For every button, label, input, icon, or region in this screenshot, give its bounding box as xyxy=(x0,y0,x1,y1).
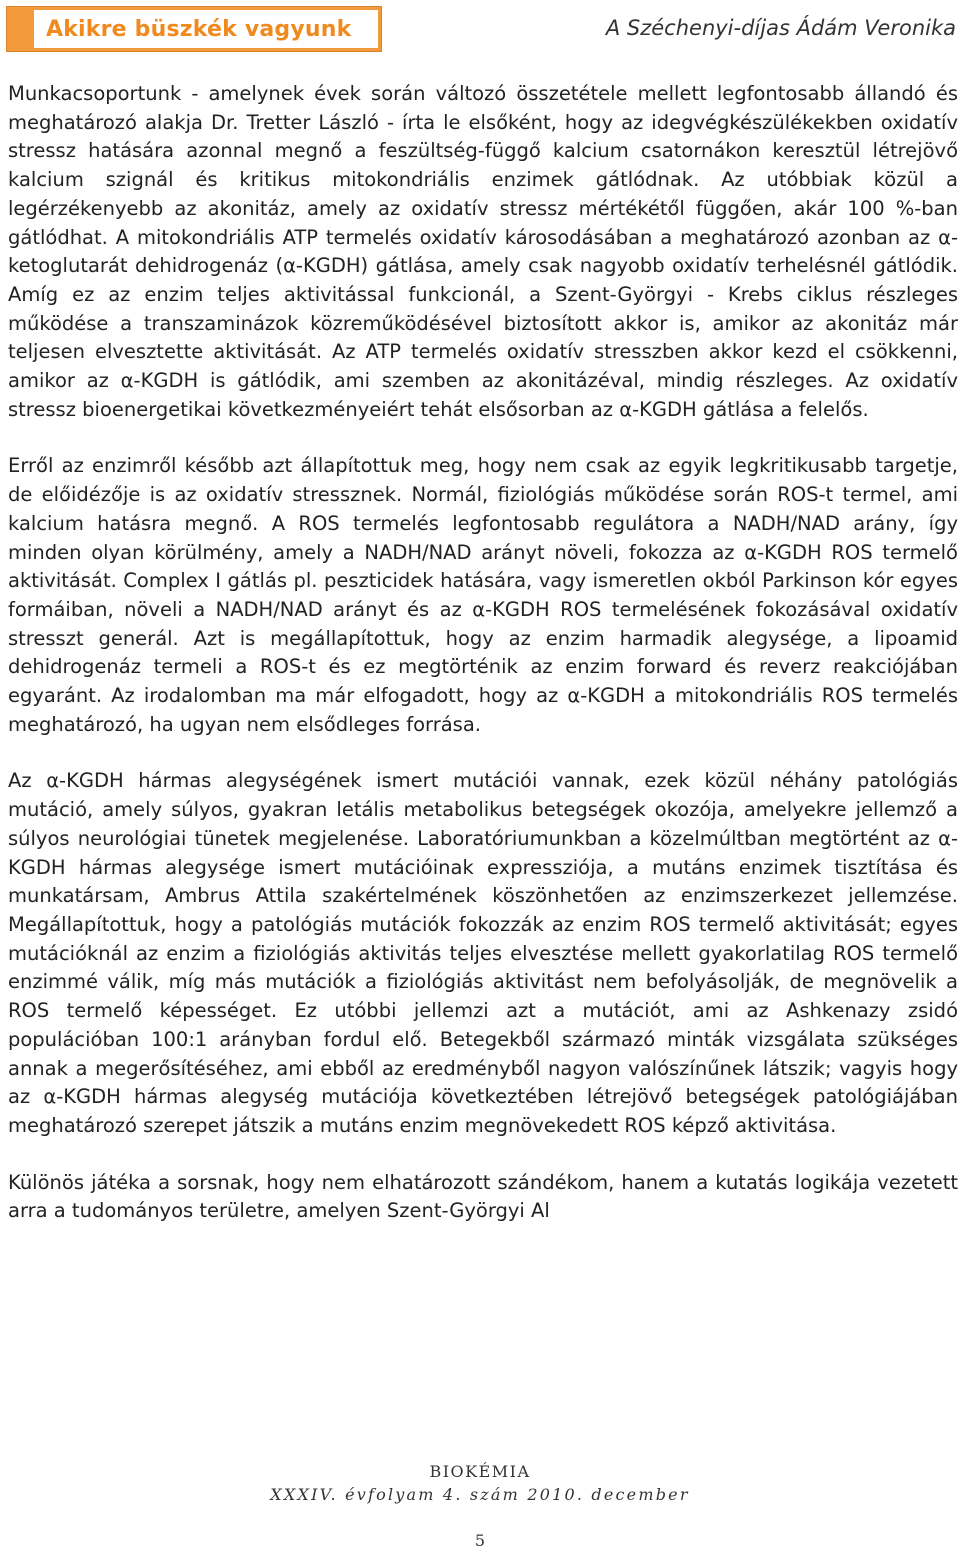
footer-journal-name: BIOKÉMIA xyxy=(429,1462,531,1481)
running-title: A Széchenyi-díjas Ádám Veronika xyxy=(605,16,956,40)
page-number: 5 xyxy=(474,1531,486,1550)
page-header xyxy=(0,0,960,60)
paragraph: Munkacsoportunk - amelynek évek során változó összetétele mellett legfontosabb állandó és meghatározó alakja Dr. Tretter László - írta le elsőként, hogy az idegvégkészülékekben oxidatív stressz hatására azonnal megnő a feszültség-függő kalcium csatornákon keresztül létrejövő kalcium szignál és kritikus mitokondriális enzimek gátlódnak. Az utóbbiak közül a legérzékenyebb az akonitáz, amely az oxidatív stressz mértékétől függően, akár 100 %-ban gátlódhat. A mitokondriális ATP termelés oxidatív károsodásában a meghatározó azonban az α-ketoglutarát dehidrogenáz (α-KGDH) gátlása, amely csak nagyobb oxidatív terhelésnél gátlódik. Amíg ez az enzim teljes aktivitással funkcionál, a Szent-Györgyi - Krebs ciklus részleges működése a transzaminázok közreműködésével biztosított akkor is, amikor az akonitáz már teljesen elvesztette aktivitását. Az ATP termelés oxidatív stresszben akkor kezd el csökkenni, amikor az α-KGDH is gátlódik, ami szemben az akonitázéval, mindig részleges. Az oxidatív stressz bioenergetikai következményeiért tehát elsősorban az α-KGDH gátlása a felelős. xyxy=(8,82,958,421)
section-tab-label-box xyxy=(34,10,378,48)
article-body xyxy=(8,80,958,1254)
paragraph: Erről az enzimről később azt állapítottuk meg, hogy nem csak az egyik legkritikusabb targetje, de előidézője is az oxidatív stressznek. Normál, fiziológiás működése során ROS-t termel, ami kalcium hatásra megnő. A ROS termelés legfontosabb regulátora a NADH/NAD arány, így minden olyan körülmény, amely a NADH/NAD arányt növeli, fokozza az α-KGDH ROS termelő aktivitását. Complex I gátlás pl. peszticidek hatására, vagy ismeretlen okból Parkinson kór egyes formáiban, növeli a NADH/NAD arányt és az α-KGDH ROS termelésének fokozásával oxidatív stresszt generál. Azt is megállapítottuk, hogy az enzim harmadik alegysége, a lipoamid dehidrogenáz termeli a ROS-t és ez megtörténik az enzim forward és reverz reakciójában egyaránt. Az irodalomban ma már elfogadott, hogy az α-KGDH a mitokondriális ROS termelés meghatározó, ha ugyan nem elsődleges forrása. xyxy=(8,454,958,736)
paragraph: Különös játéka a sorsnak, hogy nem elhatározott szándékom, hanem a kutatás logikája vezetett arra a tudományos területre, amelyen Szent-Györgyi Al xyxy=(8,1170,958,1223)
paragraph: Az α-KGDH hármas alegységének ismert mutációi vannak, ezek közül néhány patológiás mutáció, amely súlyos, gyakran letális metabolikus betegségek okozója, amelyekre jellemző a súlyos neurológiai tünetek megjelenése. Laboratóriumunkban a közelmúltban megtörtént az α-KGDH hármas alegysége ismert mutációinak expressziója, a mutáns enzimek tisztítása és munkatársam, Ambrus Attila szakértelmének köszönhetően az enzimszerkezet jellemzése. Megállapítottuk, hogy a patológiás mutációk fokozzák az enzim ROS termelő aktivitását; egyes mutációknál az enzim a fiziológiás aktivitás teljes elvesztése mellett gyakorlatilag ROS termelő enzimmé válik, míg más mutációk a fiziológiás aktivitást nem befolyásolják, de megnövelik a ROS termelő képességet. Ez utóbbi jellemzi azt a mutációt, ami az Ashkenazy zsidó populációban 100:1 arányban fordul elő. Betegekből származó minták vizsgálata szükséges annak a megerősítéséhez, ami ebből az eredményből nagyon valószínűnek látszik; vagyis hogy az α-KGDH hármas alegység mutációja következtében létrejövő betegségek patológiájában meghatározó szerepet játszik a mutáns enzim megnövekedett ROS képző aktivitása. xyxy=(8,769,958,1137)
section-title: Akikre büszkék vagyunk xyxy=(46,16,352,42)
footer-issue-info: XXXIV. évfolyam 4. szám 2010. december xyxy=(270,1485,690,1504)
section-tab xyxy=(6,6,382,52)
